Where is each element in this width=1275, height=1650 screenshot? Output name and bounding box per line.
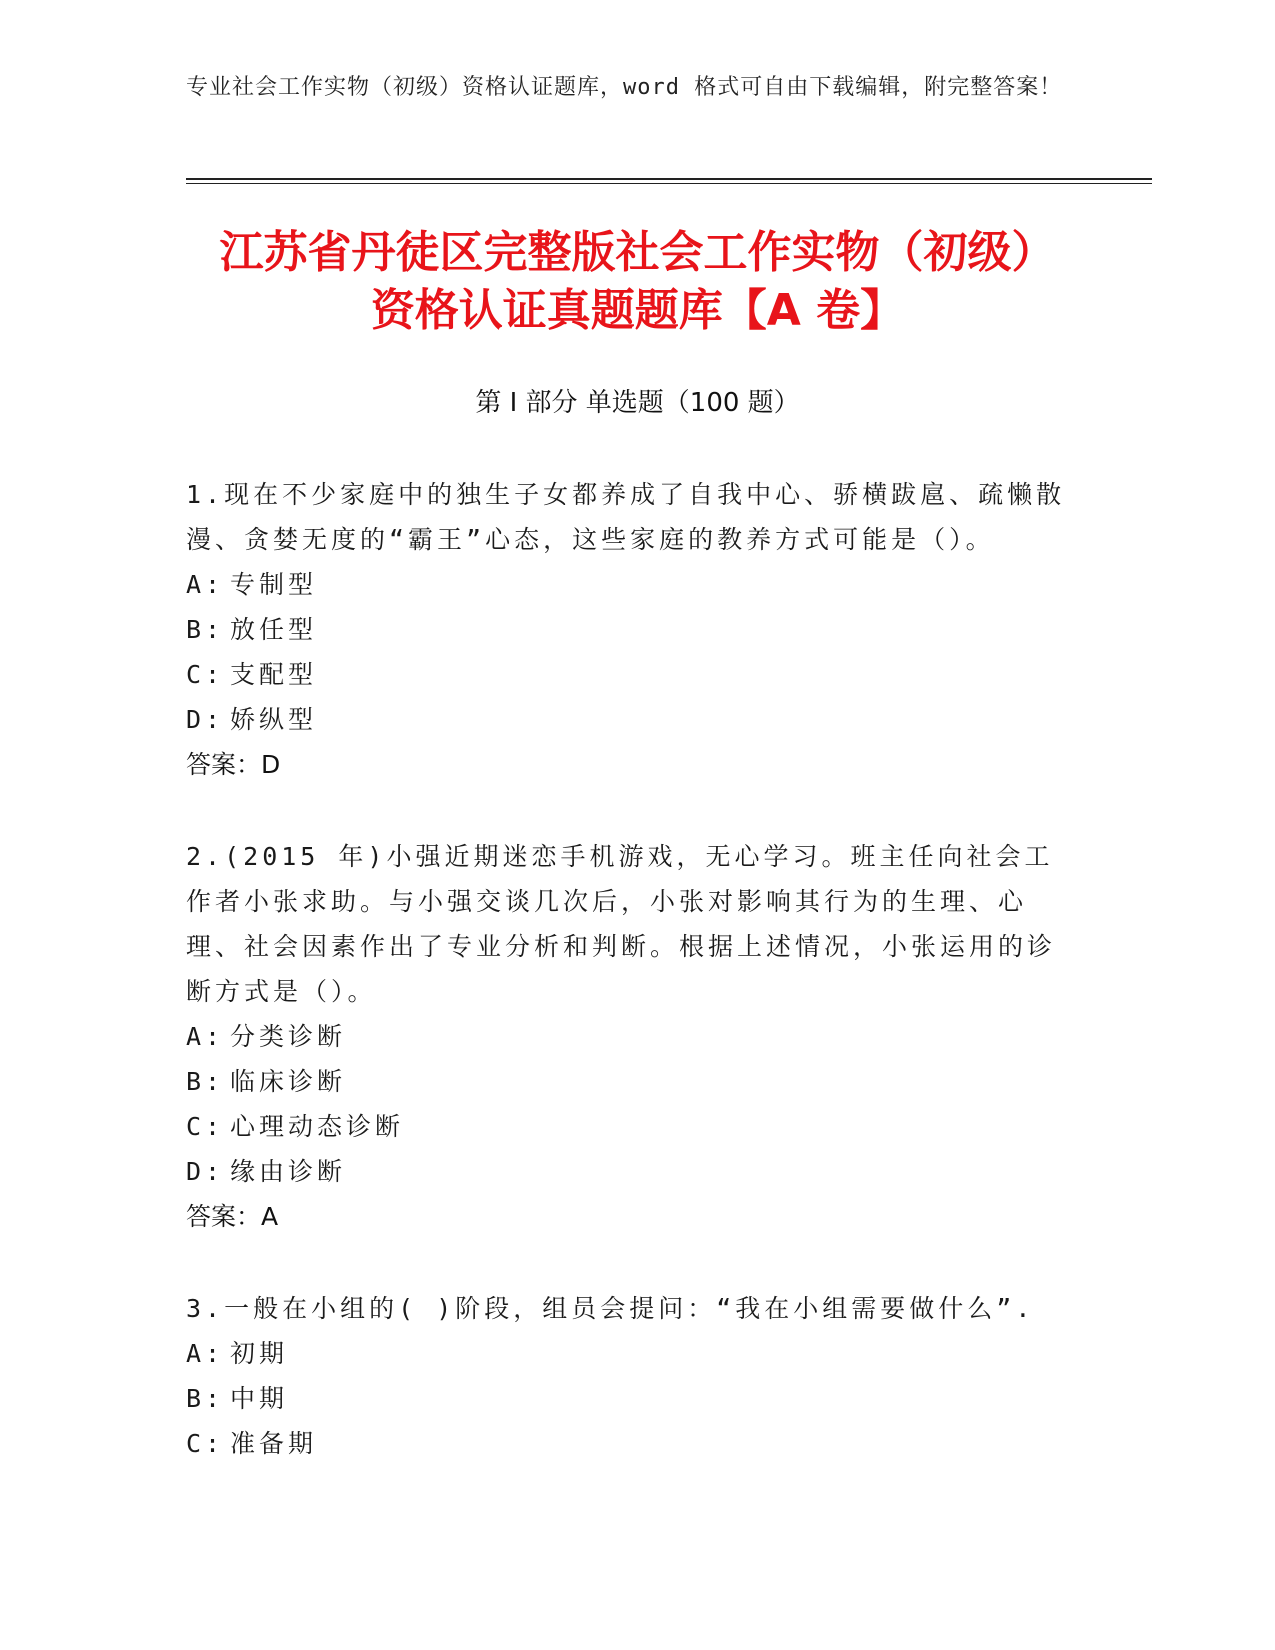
option-a bbox=[186, 1014, 1066, 1059]
option-text: 初期 bbox=[230, 1339, 289, 1368]
option-text: 专制型 bbox=[230, 570, 318, 599]
question-stem: 3.一般在小组的( )阶段，组员会提问：“我在小组需要做什么”. bbox=[186, 1294, 1035, 1323]
option-key: B: bbox=[186, 615, 225, 644]
option-c bbox=[186, 1421, 1066, 1466]
document-title-line-2: 资格认证真题题库【A 卷】 bbox=[370, 285, 905, 336]
section-title: 第 I 部分 单选题（100 题） bbox=[475, 388, 800, 418]
option-key: A: bbox=[186, 1339, 225, 1368]
header-divider-thin bbox=[186, 183, 1152, 184]
option-key: A: bbox=[186, 570, 225, 599]
option-key: D: bbox=[186, 705, 225, 734]
question-stem: 1.现在不少家庭中的独生子女都养成了自我中心、骄横跋扈、疏懒散漫、贪婪无度的“霸王”心态，这些家庭的教养方式可能是（）。 bbox=[186, 480, 1066, 554]
option-key: D: bbox=[186, 1157, 225, 1186]
option-a bbox=[186, 562, 1066, 607]
header-divider-thick bbox=[186, 178, 1152, 180]
option-key: B: bbox=[186, 1067, 225, 1096]
option-key: A: bbox=[186, 1022, 225, 1051]
option-c bbox=[186, 1104, 1066, 1149]
option-key: C: bbox=[186, 1429, 225, 1458]
question-2 bbox=[186, 834, 1066, 1240]
option-b bbox=[186, 1376, 1066, 1421]
question-3 bbox=[186, 1286, 1066, 1466]
option-text: 缘由诊断 bbox=[230, 1157, 347, 1186]
option-text: 娇纵型 bbox=[230, 705, 318, 734]
document-title bbox=[150, 224, 1125, 340]
question-stem: 2.(2015 年)小强近期迷恋手机游戏，无心学习。班主任向社会工作者小张求助。与小强交谈几次后，小张对影响其行为的生理、心理、社会因素作出了专业分析和判断。根据上述情况，小张运用的诊断方式是（）。 bbox=[186, 842, 1057, 1006]
header-note: 专业社会工作实物（初级）资格认证题库，word 格式可自由下载编辑，附完整答案！ bbox=[186, 75, 1063, 100]
option-b bbox=[186, 1059, 1066, 1104]
question-1 bbox=[186, 472, 1066, 788]
option-text: 中期 bbox=[230, 1384, 289, 1413]
option-text: 心理动态诊断 bbox=[230, 1112, 405, 1141]
option-c bbox=[186, 652, 1066, 697]
option-text: 临床诊断 bbox=[230, 1067, 347, 1096]
option-d bbox=[186, 697, 1066, 742]
option-a bbox=[186, 1331, 1066, 1376]
answer-label: 答案：A bbox=[186, 1202, 279, 1231]
option-d bbox=[186, 1149, 1066, 1194]
document-title-line-1: 江苏省丹徒区完整版社会工作实物（初级） bbox=[219, 227, 1056, 278]
option-key: C: bbox=[186, 660, 225, 689]
option-key: B: bbox=[186, 1384, 225, 1413]
option-text: 放任型 bbox=[230, 615, 318, 644]
option-key: C: bbox=[186, 1112, 225, 1141]
option-text: 准备期 bbox=[230, 1429, 318, 1458]
question-list bbox=[186, 472, 1066, 1512]
answer-label: 答案：D bbox=[186, 750, 281, 779]
option-text: 支配型 bbox=[230, 660, 318, 689]
option-text: 分类诊断 bbox=[230, 1022, 347, 1051]
option-b bbox=[186, 607, 1066, 652]
